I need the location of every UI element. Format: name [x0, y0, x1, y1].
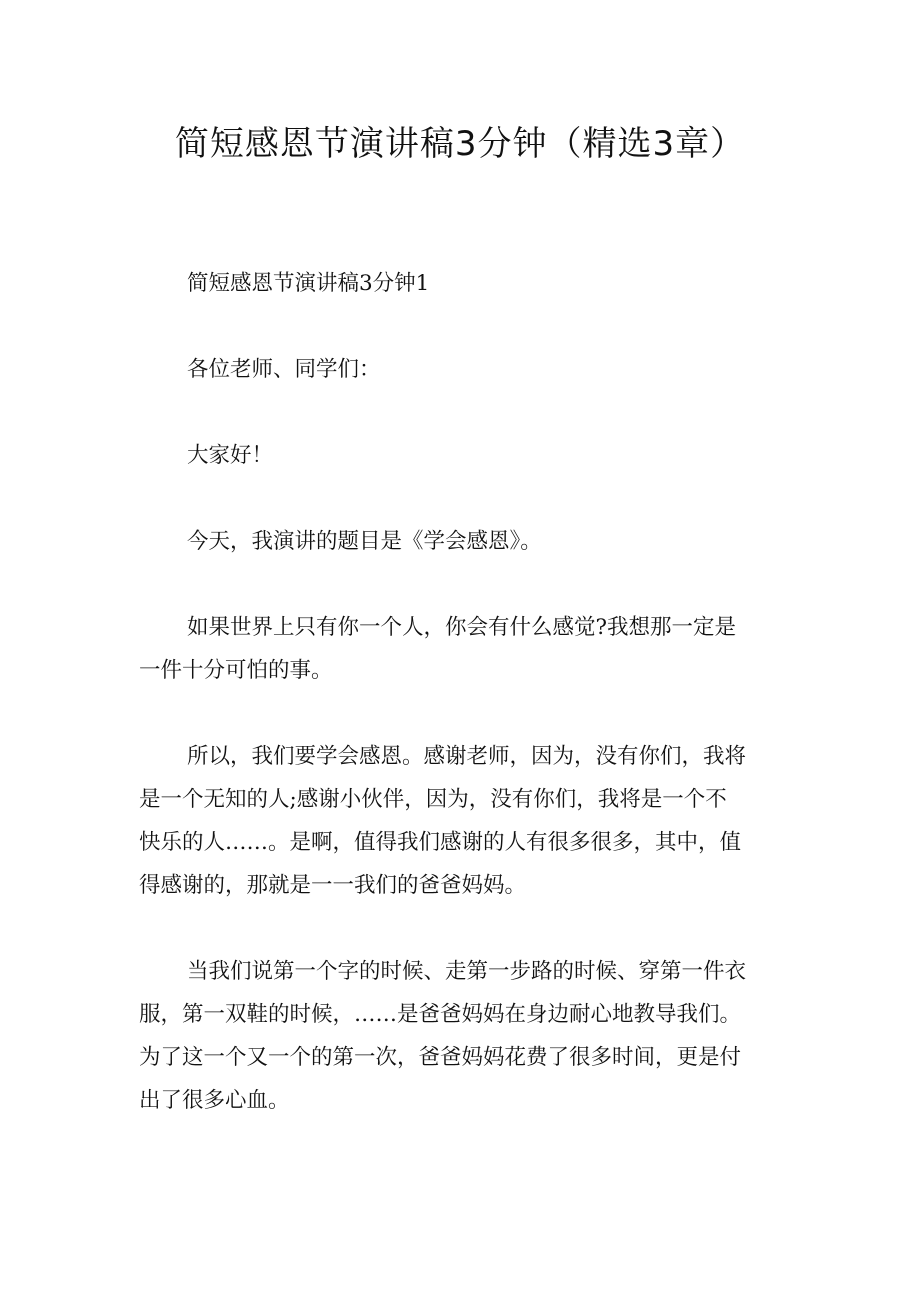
- paragraph-body: [139, 606, 789, 692]
- text-line: 是一个无知的人;感谢小伙伴，因为，没有你们，我将是一个不: [139, 787, 727, 812]
- paragraph-greeting: [139, 434, 789, 477]
- document-body: [139, 262, 789, 1165]
- text-line: 今天，我演讲的题目是《学会感恩》。: [187, 529, 542, 554]
- text-line: 如果世界上只有你一个人，你会有什么感觉?我想那一定是: [187, 615, 737, 640]
- paragraph-salutation: [139, 348, 789, 391]
- paragraph-body: [139, 950, 789, 1122]
- text-line: 当我们说第一个字的时候、走第一步路的时候、穿第一件衣: [187, 959, 747, 984]
- text-line: 为了这一个又一个的第一次，爸爸妈妈花费了很多时间，更是付: [139, 1045, 742, 1070]
- document-title: 简短感恩节演讲稿3分钟（精选3章）: [174, 124, 746, 164]
- text-line: 大家好！: [187, 443, 274, 468]
- text-line: 出了很多心血。: [139, 1088, 290, 1113]
- text-line: 所以，我们要学会感恩。感谢老师，因为，没有你们，我将: [187, 744, 747, 769]
- paragraph-topic: [139, 520, 789, 563]
- text-line: 简短感恩节演讲稿3分钟1: [187, 271, 430, 296]
- paragraph-body: [139, 735, 789, 907]
- text-line: 服，第一双鞋的时候，……是爸爸妈妈在身边耐心地教导我们。: [139, 1002, 742, 1027]
- text-line: 得感谢的，那就是一一我们的爸爸妈妈。: [139, 873, 527, 898]
- text-line: 快乐的人……。是啊，值得我们感谢的人有很多很多，其中，值: [139, 830, 742, 855]
- text-line: 各位老师、同学们：: [187, 357, 381, 382]
- paragraph-heading-1: [139, 262, 789, 305]
- text-line: 一件十分可怕的事。: [139, 658, 333, 683]
